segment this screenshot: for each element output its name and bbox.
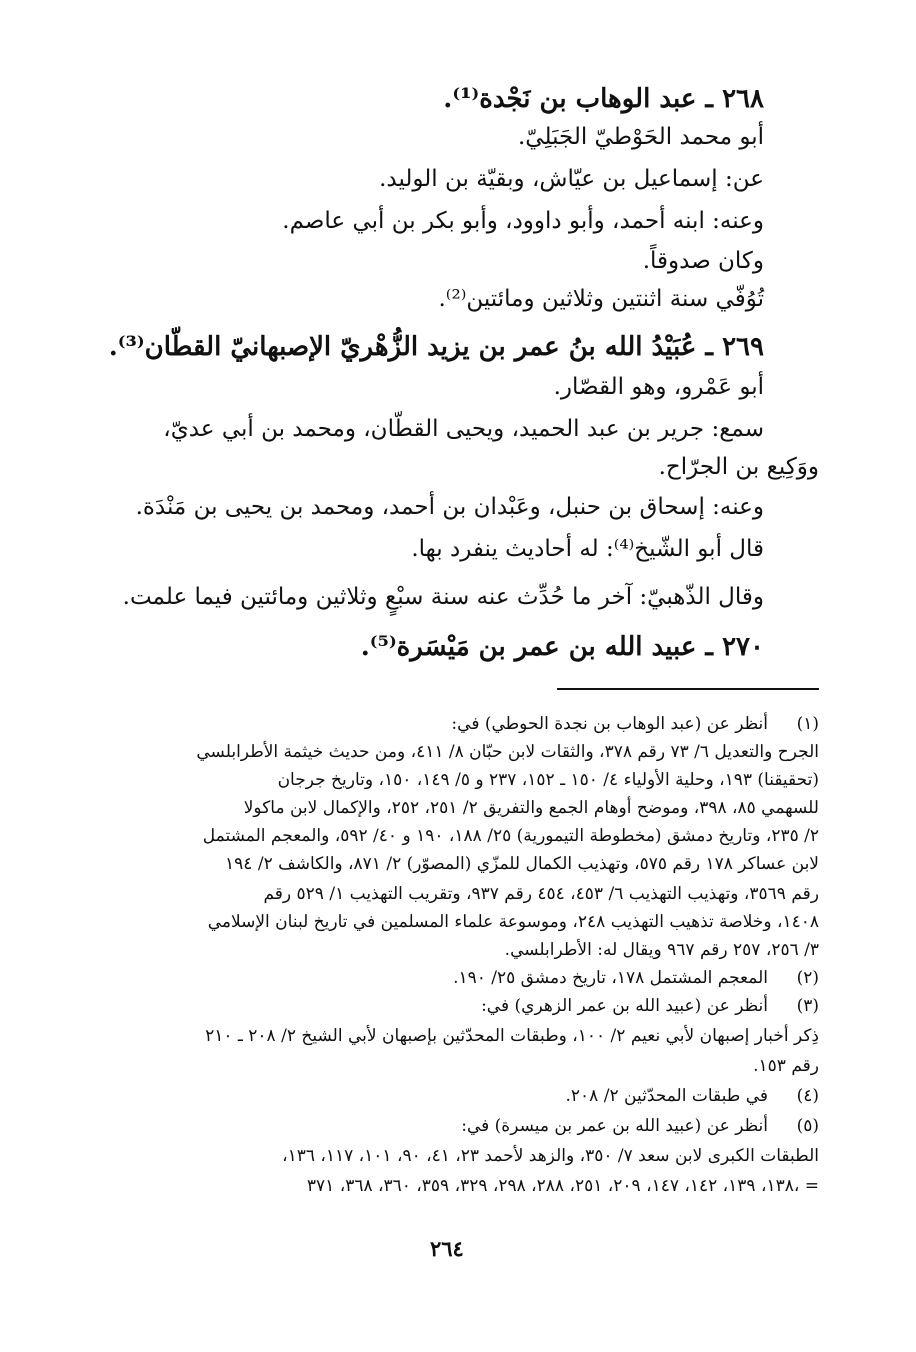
footnote-1-line: ٢/ ٢٣٥، وتاريخ دمشق (مخطوطة التيمورية) ٢٥/ ١٨٨، ١٩٠ و ٤٠/ ٥٩٢، والمعجم المشتمل xyxy=(202,826,819,846)
entry-268-kunya: أبو محمد الحَوْطيّ الجَبَلِيّ. xyxy=(517,124,764,150)
entry-268-narrated-from: عن: إسماعيل بن عيّاش، وبقيّة بن الوليد. xyxy=(379,166,764,192)
footnote-5-line: ١٣٨، ١٣٩، ١٤٢، ١٤٧، ٢٠٩، ٢٥١، ٢٨٨، ٢٩٨، ٣٢٩، ٣٥٩، ٣٦٠، ٣٦٨، ٣٧١، = xyxy=(306,1176,819,1196)
footnote-3-label: (٣) xyxy=(796,996,819,1016)
entry-268-narrators: وعنه: ابنه أحمد، وأبو داوود، وأبو بكر بن أبي عاصم. xyxy=(282,208,764,234)
page-number: ٢٦٤ xyxy=(430,1236,464,1261)
entry-269-heard-1: سمع: جرير بن عبد الحميد، ويحيى القطّان، ومحمد بن أبي عديّ، xyxy=(163,416,764,442)
footnote-5-line: الطبقات الكبرى لابن سعد ٧/ ٣٥٠، والزهد لأحمد ٢٣، ٤١، ٩٠، ١٠١، ١١٧، ١٣٦، xyxy=(282,1146,819,1166)
footnote-4-label: (٤) xyxy=(796,1086,819,1106)
footnote-1-line: للسهمي ٨٥، ٣٩٨، وموضح أوهام الجمع والتفريق ٢/ ٢٥١، ٢٥٢، والإكمال لابن ماكولا xyxy=(243,798,819,818)
footnote-1-line: ٣/ ٢٥٦، ٢٥٧ رقم ٩٦٧ ويقال له: الأطرابلسي. xyxy=(504,940,819,960)
footnote-4-line: في طبقات المحدّثين ٢/ ٢٠٨. xyxy=(565,1086,768,1106)
footnote-3-line: أنظر عن (عبيد الله بن عمر الزهري) في: xyxy=(481,996,768,1016)
footnote-3-line: رقم ١٥٣. xyxy=(753,1056,819,1076)
footnote-1-line: رقم ٣٥٦٩، وتهذيب التهذيب ٦/ ٤٥٣، ٤٥٤ رقم ٩٣٧، وتقريب التهذيب ١/ ٥٢٩ رقم xyxy=(263,884,819,904)
footnote-1-line: (تحقيقنا) ١٩٣، وحلية الأولياء ٤/ ١٥٠ ـ ١٥٢، ٢٣٧ و ٥/ ١٤٩، ١٥٠، وتاريخ جرجان xyxy=(277,770,819,790)
footnote-3-line: ذِكر أخبار إصبهان لأبي نعيم ٢/ ١٠٠، وطبقات المحدّثين بإصبهان لأبي الشيخ ٢/ ٢٠٨ ـ ٢١٠ xyxy=(205,1026,819,1046)
footnote-1-line: ١٤٠٨، وخلاصة تذهيب التهذيب ٢٤٨، وموسوعة علماء المسلمين في تاريخ لبنان الإسلامي xyxy=(207,912,819,932)
entry-268-reliability: وكان صدوقاً. xyxy=(642,248,764,274)
footnote-5-label: (٥) xyxy=(796,1116,819,1136)
entry-269-title: ٢٦٩ ـ عُبَيْدُ الله بنُ عمر بن يزيد الزُّهْريّ الإصبهانيّ القطّان⁽³⁾. xyxy=(108,332,764,362)
footnote-1-line: لابن عساكر ١٧٨ رقم ٥٧٥، وتهذيب الكمال للمزّي (المصوّر) ٢/ ٨٧١، والكاشف ٢/ ١٩٤ xyxy=(225,854,819,874)
footnote-1-label: (١) xyxy=(796,714,819,734)
footnote-5-line: أنظر عن (عبيد الله بن عمر بن ميسرة) في: xyxy=(461,1116,768,1136)
entry-268-title: ٢٦٨ ـ عبد الوهاب بن نَجْدة⁽¹⁾. xyxy=(443,84,764,114)
footnote-2-line: المعجم المشتمل ١٧٨، تاريخ دمشق ٢٥/ ١٩٠. xyxy=(453,968,768,988)
entry-270-title: ٢٧٠ ـ عبيد الله بن عمر بن مَيْسَرة⁽⁵⁾. xyxy=(360,632,764,662)
entry-269-abu-shaykh: قال أبو الشّيخ⁽⁴⁾: له أحاديث ينفرد بها. xyxy=(411,536,764,562)
entry-269-kunya: أبو عَمْرو، وهو القصّار. xyxy=(553,374,764,400)
entry-269-heard-2: ووَكِيع بن الجرّاح. xyxy=(658,454,819,480)
footnote-1-line: أنظر عن (عبد الوهاب بن نجدة الحوطي) في: xyxy=(451,714,768,734)
footnote-2-label: (٢) xyxy=(796,968,819,988)
entry-268-death: تُوُفّي سنة اثنتين وثلاثين ومائتين⁽²⁾. xyxy=(438,286,764,312)
entry-269-dhahabi: وقال الذّهبيّ: آخر ما حُدِّث عنه سنة سبْعٍ وثلاثين ومائتين فيما علمت. xyxy=(122,584,764,610)
entry-269-narrators: وعنه: إسحاق بن حنبل، وعَبْدان بن أحمد، ومحمد بن يحيى بن مَنْدَة. xyxy=(135,494,764,520)
footnote-separator xyxy=(557,688,819,690)
footnote-1-line: الجرح والتعديل ٦/ ٧٣ رقم ٣٧٨، والثقات لابن حبّان ٨/ ٤١١، ومن حديث خيثمة الأطرابلسي xyxy=(196,742,819,762)
